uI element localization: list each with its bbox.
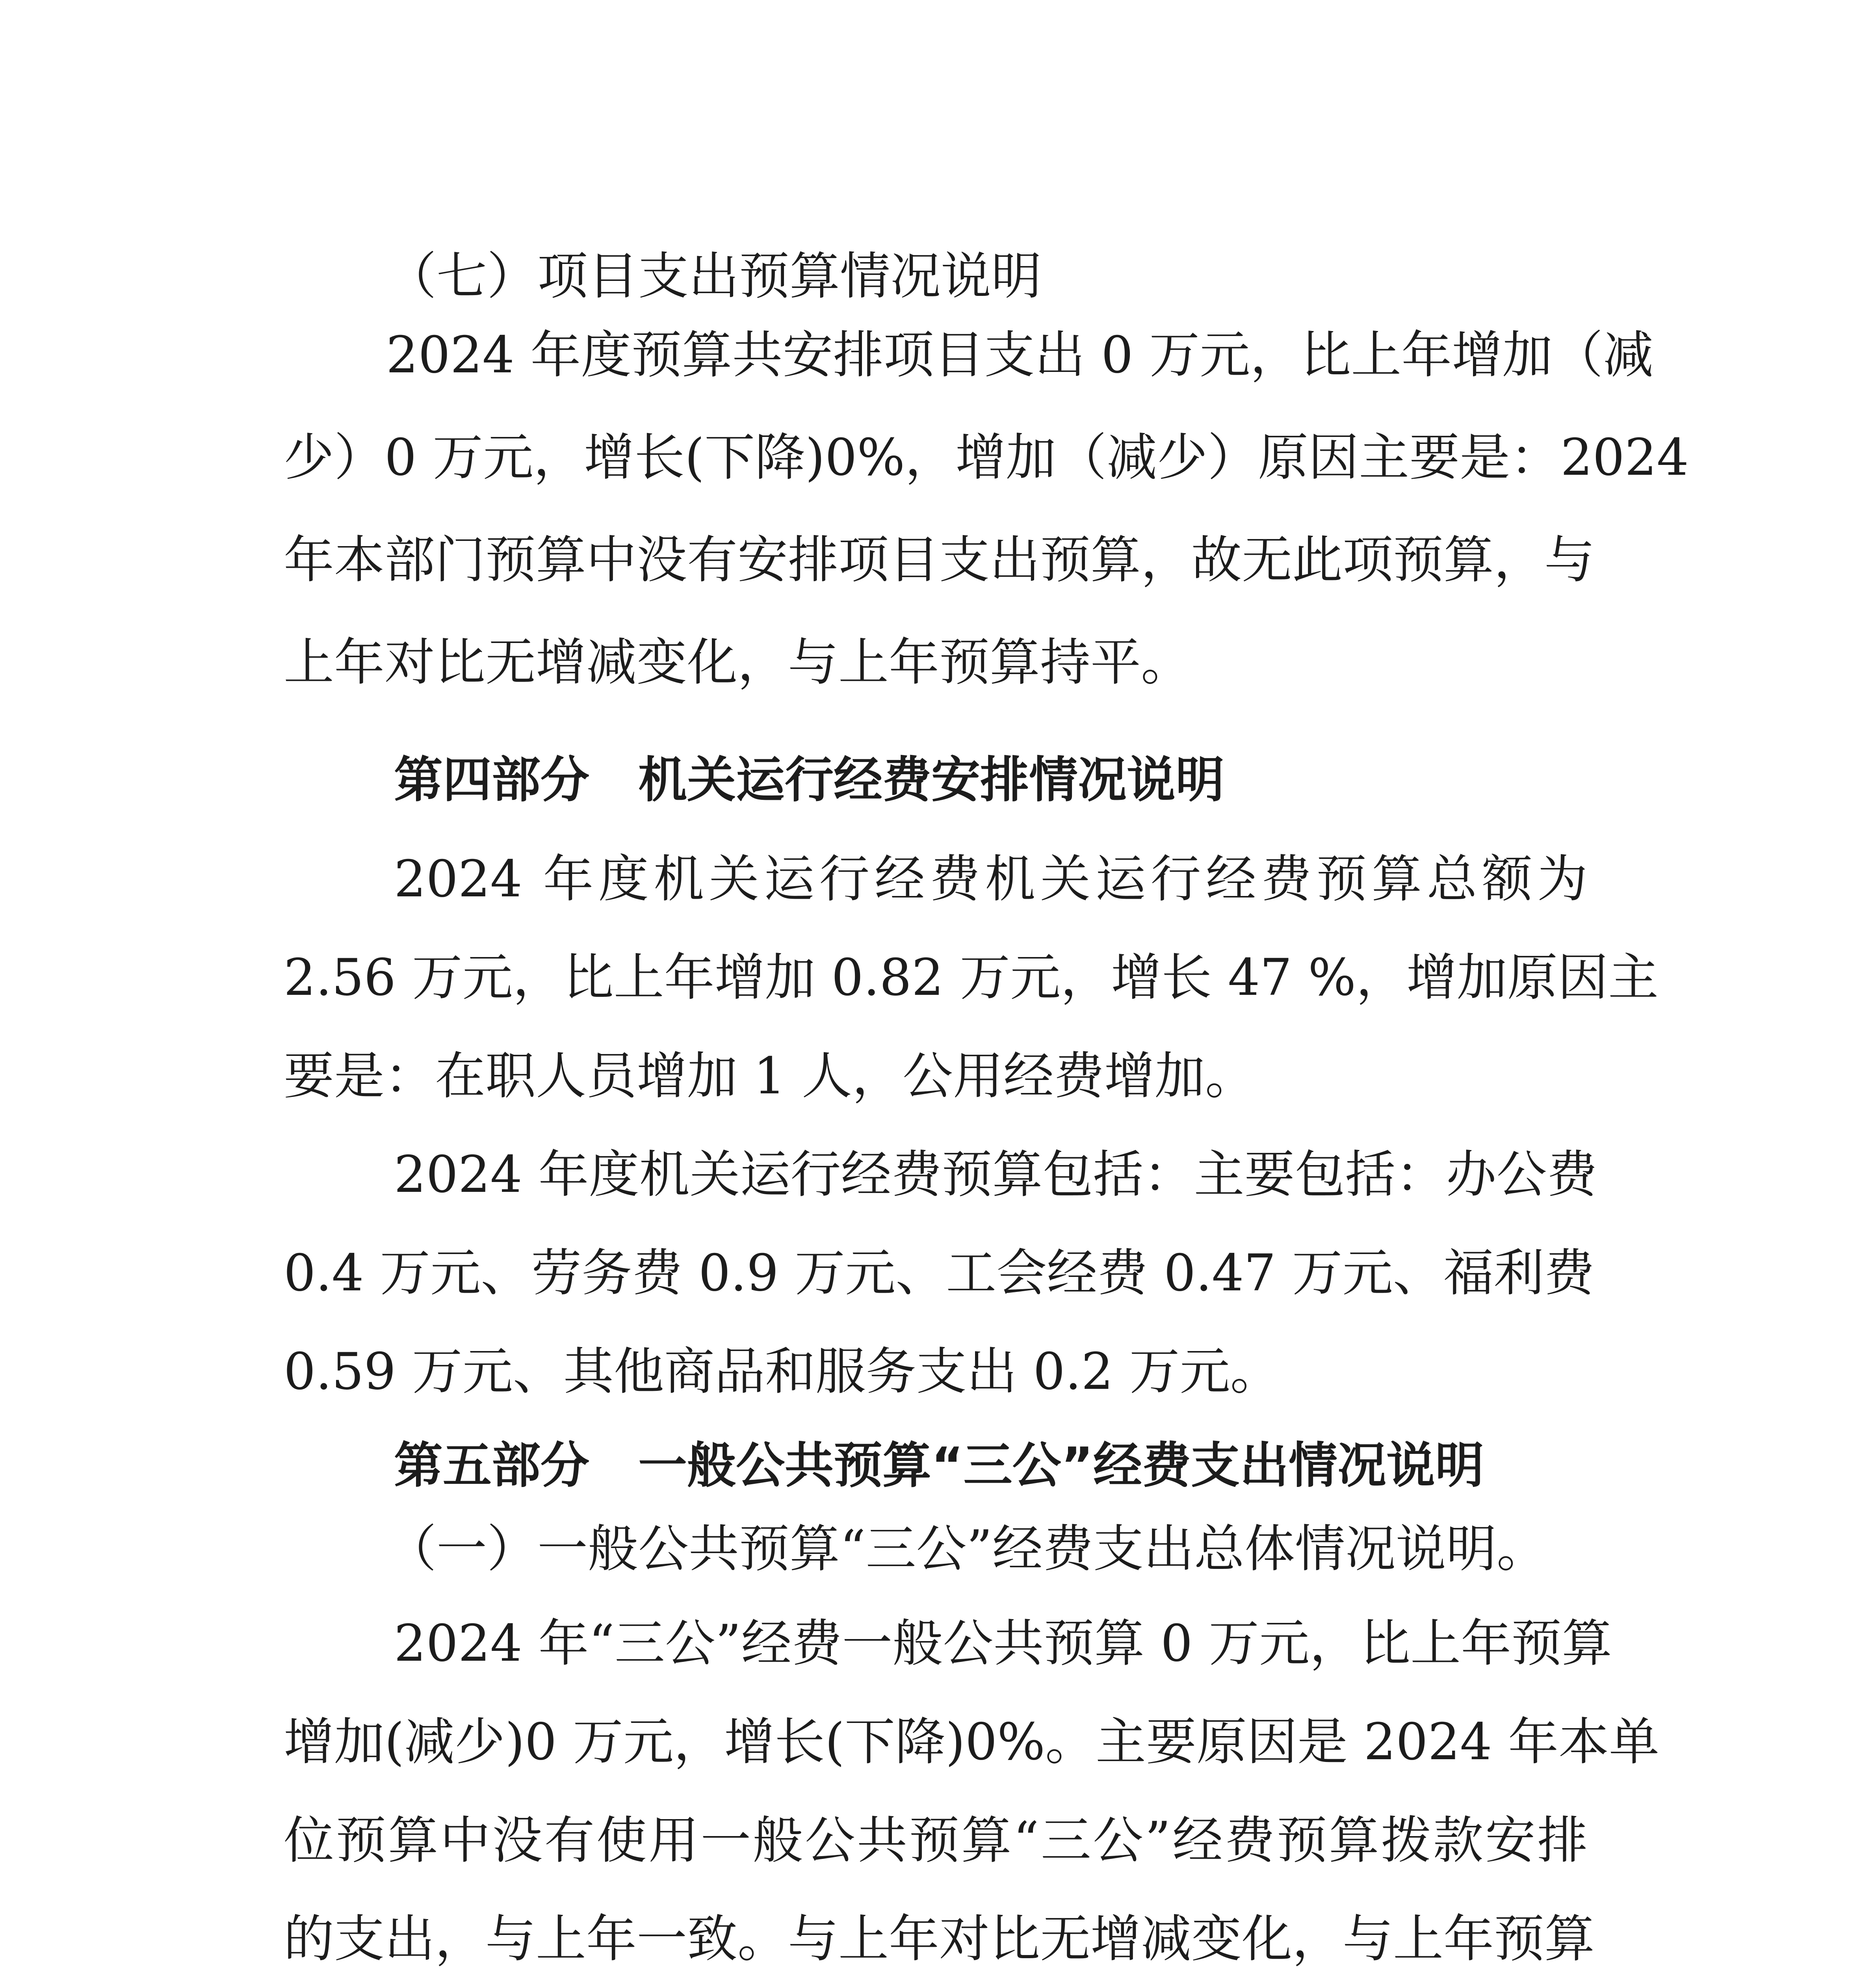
part-4-para-2-line-1: 2024 年度机关运行经费预算包括：主要包括：办公费 [394,1145,1597,1204]
section-7-heading: （七）项目支出预算情况说明 [386,247,1042,306]
part-4-para-2-line-3: 0.59 万元、其他商品和服务支出 0.2 万元。 [284,1342,1281,1401]
part-5-sub-1-line-1: 2024 年“三公”经费一般公共预算 0 万元，比上年预算 [394,1614,1612,1673]
part-5-sub-1-line-2: 增加(减少)0 万元，增长(下降)0%。主要原因是 2024 年本单 [284,1713,1660,1771]
part-5-heading: 第五部分 一般公共预算“三公”经费支出情况说明 [394,1437,1484,1494]
section-7-line-3: 年本部门预算中没有安排项目支出预算，故无此项预算，与 [284,531,1595,589]
section-7-line-2: 少）0 万元，增长(下降)0%，增加（减少）原因主要是：2024 [284,428,1689,487]
part-4-para-1-line-3: 要是：在职人员增加 1 人，公用经费增加。 [284,1047,1256,1106]
part-5-sub-1-line-4: 的支出，与上年一致。与上年对比无增减变化，与上年预算 [284,1910,1595,1968]
part-5-sub-1-line-3: 位预算中没有使用一般公共预算“三公”经费预算拨款安排 [284,1811,1588,1870]
part-4-para-1-line-2: 2.56 万元，比上年增加 0.82 万元，增长 47 %，增加原因主 [284,948,1659,1007]
part-5-sub-1-heading: （一）一般公共预算“三公”经费支出总体情况说明。 [386,1520,1547,1578]
section-7-line-1: 2024 年度预算共安排项目支出 0 万元，比上年增加（减 [386,326,1654,385]
part-4-para-2-line-2: 0.4 万元、劳务费 0.9 万元、工会经费 0.47 万元、福利费 [284,1244,1595,1303]
part-4-heading: 第四部分 机关运行经费安排情况说明 [394,752,1225,808]
part-4-para-1-line-1: 2024 年度机关运行经费机关运行经费预算总额为 [394,850,1588,909]
section-7-line-4: 上年对比无增减变化，与上年预算持平。 [284,633,1192,692]
